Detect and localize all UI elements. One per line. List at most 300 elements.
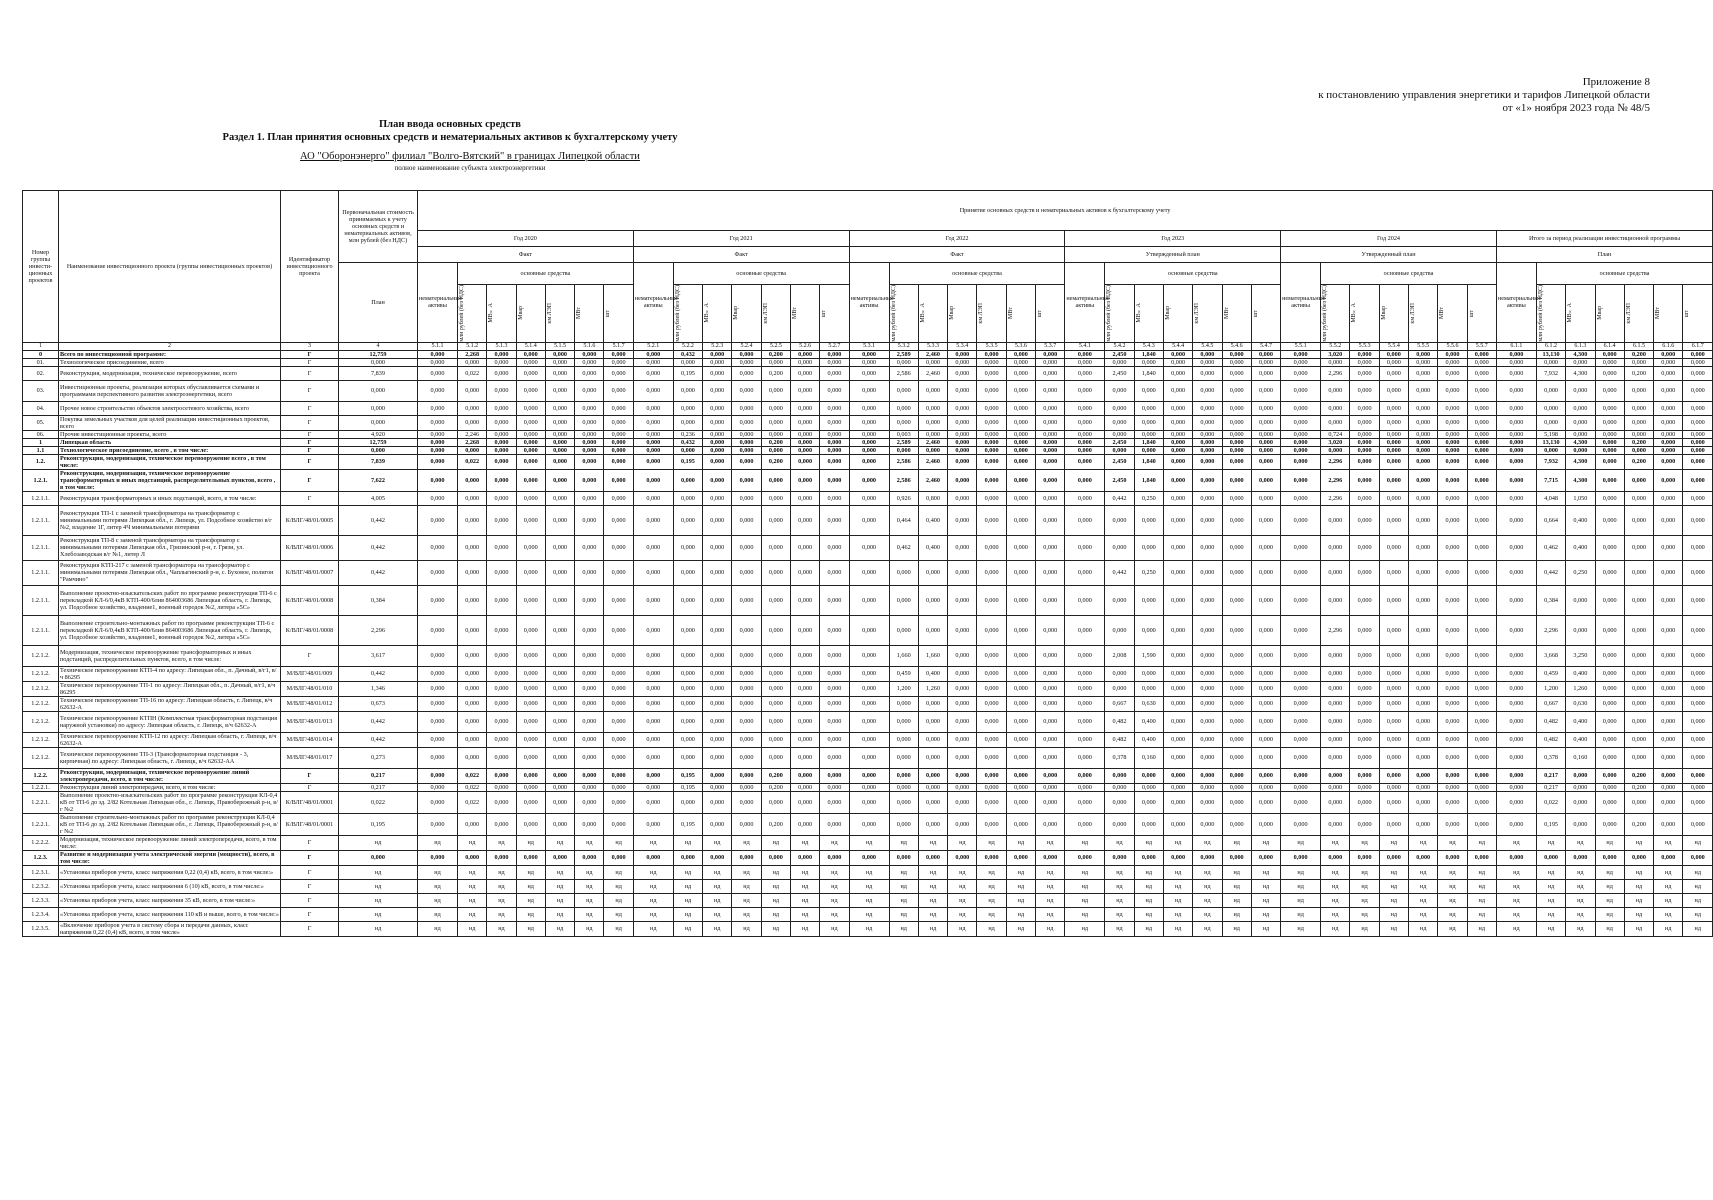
- row-value: 0,000: [849, 747, 889, 768]
- row-value: 0,000: [1065, 535, 1105, 560]
- row-value: нд: [1006, 835, 1035, 850]
- row-value: 0,000: [977, 732, 1006, 747]
- row-project-name: Технологическое присоединение, всего , в том числе:: [59, 446, 281, 454]
- row-value: 0,000: [790, 747, 819, 768]
- row-value: 0,200: [761, 454, 790, 469]
- row-value: 0,000: [604, 696, 633, 711]
- row-project-name: Всего по инвестиционной программе:: [59, 350, 281, 358]
- row-value: нд: [1683, 865, 1713, 879]
- row-value: 0,000: [1595, 813, 1624, 835]
- row-value: 0,000: [1006, 681, 1035, 696]
- row-value: нд: [948, 921, 977, 936]
- row-project-id: Г: [281, 469, 339, 491]
- row-value: нд: [1350, 865, 1379, 879]
- row-value: 0,000: [1251, 681, 1280, 696]
- row-value: 0,000: [1350, 747, 1379, 768]
- row-value: 0,000: [1006, 380, 1035, 401]
- row-value: 0,250: [1134, 560, 1163, 585]
- row-value: нд: [732, 865, 761, 879]
- header-intangible-label: нематериальные активы: [634, 295, 679, 310]
- row-value: 0,000: [790, 681, 819, 696]
- column-number: 4: [339, 342, 418, 350]
- row-value: 0,000: [516, 783, 545, 791]
- header-unit-label: шт: [821, 309, 828, 317]
- row-value: 0,000: [1467, 791, 1496, 813]
- row-value: 0,000: [1683, 813, 1713, 835]
- row-value: 0,000: [732, 535, 761, 560]
- header-fixed-1: основные средства: [673, 263, 849, 285]
- row-value: 2,246: [458, 430, 487, 438]
- row-value: нд: [1006, 865, 1035, 879]
- row-value: 0,000: [1036, 783, 1065, 791]
- row-value: 0,000: [487, 585, 516, 615]
- header-unit: [889, 285, 918, 343]
- row-value: 0,000: [575, 401, 604, 415]
- header-unit-label: км ЛЭП: [1625, 303, 1632, 324]
- row-value: 0,000: [790, 454, 819, 469]
- row-value: 0,000: [1654, 535, 1683, 560]
- row-value: 0,000: [575, 560, 604, 585]
- row-value: 0,000: [1654, 401, 1683, 415]
- row-value: 0,000: [703, 438, 732, 446]
- row-value: 0,442: [1105, 491, 1134, 505]
- row-value: нд: [1350, 893, 1379, 907]
- row-value: 0,000: [418, 430, 458, 438]
- row-group-no: 04.: [23, 401, 59, 415]
- row-value: 0,000: [1566, 401, 1595, 415]
- row-value: нд: [1321, 893, 1350, 907]
- row-value: 0,000: [1624, 696, 1653, 711]
- row-value: 0,000: [889, 791, 918, 813]
- row-initial-cost: 0,442: [339, 732, 418, 747]
- row-value: 0,000: [575, 711, 604, 732]
- row-value: 0,000: [703, 491, 732, 505]
- row-value: 0,000: [1281, 446, 1321, 454]
- row-value: 0,000: [918, 850, 947, 865]
- row-value: 0,000: [487, 791, 516, 813]
- row-value: 0,000: [1222, 505, 1251, 535]
- row-value: 0,000: [948, 380, 977, 401]
- row-value: 0,000: [1006, 791, 1035, 813]
- row-value: 0,000: [1065, 850, 1105, 865]
- row-value: 0,000: [673, 666, 702, 681]
- row-value: 0,000: [1654, 446, 1683, 454]
- row-value: 0,000: [732, 401, 761, 415]
- row-value: 0,000: [418, 711, 458, 732]
- row-value: нд: [1065, 907, 1105, 921]
- row-value: 0,000: [1438, 615, 1467, 645]
- row-value: 0,462: [1536, 535, 1565, 560]
- row-project-id: Г: [281, 865, 339, 879]
- row-value: 0,000: [889, 560, 918, 585]
- row-value: 0,000: [1467, 358, 1496, 366]
- column-number: 1: [23, 342, 59, 350]
- row-value: нд: [1654, 921, 1683, 936]
- row-value: 0,000: [516, 535, 545, 560]
- row-value: 0,926: [889, 491, 918, 505]
- row-value: 0,000: [1281, 681, 1321, 696]
- row-value: 0,000: [1222, 615, 1251, 645]
- row-value: нд: [761, 893, 790, 907]
- row-value: 0,000: [1379, 469, 1408, 491]
- column-number: 5.1.1: [418, 342, 458, 350]
- row-value: 0,000: [1496, 666, 1536, 681]
- row-value: нд: [1134, 835, 1163, 850]
- row-initial-cost: 7,839: [339, 454, 418, 469]
- row-value: 0,000: [545, 747, 574, 768]
- row-value: 0,000: [418, 446, 458, 454]
- row-project-name: Липецкая область: [59, 438, 281, 446]
- header-unit: [1438, 285, 1467, 343]
- row-value: 0,000: [604, 813, 633, 835]
- subject-caption: полное наименование субъекта электроэнергетики: [394, 164, 546, 172]
- row-value: 0,000: [604, 681, 633, 696]
- row-value: 7,932: [1536, 366, 1565, 380]
- row-group-no: 1.2.3.3.: [23, 893, 59, 907]
- row-project-name: Техническое перевооружение КТП-4 по адресу: Липецкая обл., п. Дачный, в/г1, в/ч 86295: [59, 666, 281, 681]
- row-value: 0,000: [1409, 645, 1438, 666]
- row-value: 0,000: [604, 401, 633, 415]
- row-value: 0,000: [516, 366, 545, 380]
- table-row: [23, 865, 1713, 879]
- row-value: 0,000: [1222, 645, 1251, 666]
- row-value: 0,000: [820, 791, 849, 813]
- row-value: 0,000: [1654, 791, 1683, 813]
- row-value: 0,000: [1193, 380, 1222, 401]
- row-project-id: Г: [281, 893, 339, 907]
- row-value: 0,000: [1251, 505, 1280, 535]
- header-group-no: Номер группы инвести-ционных проектов: [23, 191, 59, 343]
- row-value: 0,000: [1350, 560, 1379, 585]
- row-value: 0,000: [418, 747, 458, 768]
- row-value: 0,000: [1251, 645, 1280, 666]
- row-group-no: 1.2.3.: [23, 850, 59, 865]
- row-value: 0,459: [1536, 666, 1565, 681]
- row-value: 1,840: [1134, 366, 1163, 380]
- header-unit: [918, 285, 947, 343]
- header-unit: [703, 285, 732, 343]
- header-unit-label: МВт: [1007, 307, 1014, 320]
- row-value: 0,000: [1251, 491, 1280, 505]
- row-value: 0,000: [889, 358, 918, 366]
- header-year-2: Год 2022: [849, 231, 1065, 247]
- row-project-name: Выполнение проектно-изыскательских работ по программе реконструкция ТП-6 с перекладкой КЛ-6/0,4кВ КТП-400/6лив 864003686 Липецкая область, г. Липецк, ул. Подсобное хозяйство, владение1, военный городок №2, литера «5С»: [59, 585, 281, 615]
- row-value: 0,000: [1281, 505, 1321, 535]
- row-value: 0,000: [1624, 645, 1653, 666]
- row-value: 0,000: [1595, 350, 1624, 358]
- row-value: 0,000: [1409, 747, 1438, 768]
- row-project-name: Реконструкция ТП-1 с заменой трансформатора на трансформатор с минимальными потерями Липецкая обл., г. Липецк, ул. Подсобное хозяйство в/г №2, владение 1Г, литер 4Ч минимальными потерями: [59, 505, 281, 535]
- row-value: 0,000: [1222, 560, 1251, 585]
- row-value: 0,000: [1321, 401, 1350, 415]
- row-value: нд: [1409, 893, 1438, 907]
- row-value: 0,200: [1624, 768, 1653, 783]
- row-value: 0,000: [1163, 585, 1192, 615]
- row-value: 0,000: [761, 585, 790, 615]
- appendix-line-1: Приложение 8: [1582, 76, 1650, 88]
- row-value: 0,000: [1134, 446, 1163, 454]
- row-value: 0,000: [1134, 585, 1163, 615]
- row-value: 0,000: [1566, 380, 1595, 401]
- row-value: 0,000: [1036, 505, 1065, 535]
- row-value: нд: [516, 893, 545, 907]
- row-value: 0,000: [1595, 681, 1624, 696]
- row-value: 0,000: [1321, 813, 1350, 835]
- row-value: 0,000: [1006, 747, 1035, 768]
- row-group-no: 1.2.1.2.: [23, 666, 59, 681]
- row-value: 0,000: [487, 850, 516, 865]
- row-value: 0,000: [732, 415, 761, 430]
- row-value: нд: [1409, 879, 1438, 893]
- row-value: 0,000: [1350, 401, 1379, 415]
- row-value: 0,000: [458, 747, 487, 768]
- header-unit-label: МВт: [791, 307, 798, 320]
- row-value: 0,000: [1065, 560, 1105, 585]
- row-value: нд: [673, 893, 702, 907]
- row-value: 0,000: [1350, 358, 1379, 366]
- row-value: 0,000: [1251, 560, 1280, 585]
- row-value: 0,000: [948, 446, 977, 454]
- row-value: 0,000: [1683, 747, 1713, 768]
- header-unit-label: шт: [605, 309, 612, 317]
- row-value: 0,000: [703, 585, 732, 615]
- row-value: 0,000: [1654, 454, 1683, 469]
- row-value: 0,000: [1105, 783, 1134, 791]
- row-value: 0,000: [918, 783, 947, 791]
- column-number: 5.4.1: [1065, 342, 1105, 350]
- row-value: 0,000: [1163, 491, 1192, 505]
- row-value: нд: [1683, 907, 1713, 921]
- row-value: 0,000: [1222, 696, 1251, 711]
- row-value: 0,000: [1105, 505, 1134, 535]
- row-value: 0,000: [790, 469, 819, 491]
- row-group-no: 05.: [23, 415, 59, 430]
- row-value: нд: [761, 865, 790, 879]
- row-value: 0,000: [1006, 615, 1035, 645]
- row-value: 0,000: [673, 491, 702, 505]
- column-number: 5.3.5: [977, 342, 1006, 350]
- row-value: 0,000: [1683, 401, 1713, 415]
- row-value: 0,000: [1321, 446, 1350, 454]
- row-value: 0,000: [1438, 415, 1467, 430]
- row-value: 0,000: [1065, 505, 1105, 535]
- row-value: 0,000: [1595, 768, 1624, 783]
- row-value: 0,000: [1624, 535, 1653, 560]
- header-unit: [1105, 285, 1134, 343]
- row-value: нд: [889, 893, 918, 907]
- row-value: 0,000: [418, 813, 458, 835]
- row-value: 0,000: [1595, 535, 1624, 560]
- row-value: 0,000: [1379, 645, 1408, 666]
- row-value: 0,000: [1654, 732, 1683, 747]
- row-value: 0,000: [487, 446, 516, 454]
- row-value: 1,260: [1566, 681, 1595, 696]
- row-value: 0,000: [1467, 366, 1496, 380]
- row-value: 0,000: [1281, 615, 1321, 645]
- column-number: 5.3.7: [1036, 342, 1065, 350]
- row-value: 0,195: [673, 783, 702, 791]
- row-value: 0,000: [761, 380, 790, 401]
- header-unit-label: шт: [1468, 309, 1475, 317]
- row-value: 0,000: [1065, 681, 1105, 696]
- row-value: 0,000: [790, 380, 819, 401]
- row-value: 0,000: [545, 401, 574, 415]
- row-value: 0,000: [487, 350, 516, 358]
- row-value: 0,000: [1251, 454, 1280, 469]
- row-value: 0,000: [948, 768, 977, 783]
- row-value: 0,000: [516, 469, 545, 491]
- row-value: 7,932: [1536, 454, 1565, 469]
- row-value: 0,724: [1321, 430, 1350, 438]
- row-value: 0,000: [1222, 366, 1251, 380]
- row-value: 0,000: [918, 446, 947, 454]
- row-value: 0,000: [1566, 783, 1595, 791]
- row-value: 0,000: [849, 505, 889, 535]
- row-value: 0,200: [761, 768, 790, 783]
- row-value: 0,000: [1467, 615, 1496, 645]
- row-value: 0,000: [918, 768, 947, 783]
- row-value: 0,000: [703, 469, 732, 491]
- row-value: 0,000: [790, 813, 819, 835]
- row-value: нд: [1281, 907, 1321, 921]
- row-value: 0,195: [673, 813, 702, 835]
- row-value: 0,000: [820, 430, 849, 438]
- row-value: 0,000: [1105, 813, 1134, 835]
- row-value: 0,000: [1438, 768, 1467, 783]
- row-value: 0,000: [1683, 438, 1713, 446]
- row-project-id: Г: [281, 491, 339, 505]
- row-value: 0,000: [516, 615, 545, 645]
- header-unit: [1654, 285, 1683, 343]
- header-unit-label: МВт: [1655, 307, 1662, 320]
- row-value: 0,000: [790, 585, 819, 615]
- row-value: 0,000: [1467, 491, 1496, 505]
- row-value: нд: [1251, 865, 1280, 879]
- header-unit: [1006, 285, 1035, 343]
- row-value: нд: [1065, 865, 1105, 879]
- row-value: 0,000: [849, 430, 889, 438]
- row-group-no: 1: [23, 438, 59, 446]
- row-value: 0,000: [1654, 645, 1683, 666]
- row-value: 0,000: [516, 585, 545, 615]
- header-unit-label: МВ×А: [1351, 303, 1358, 324]
- row-value: 0,000: [1379, 732, 1408, 747]
- row-value: нд: [790, 835, 819, 850]
- row-value: 0,000: [889, 415, 918, 430]
- header-unit: [732, 285, 761, 343]
- row-value: 0,000: [1624, 585, 1653, 615]
- row-value: 0,000: [820, 366, 849, 380]
- row-value: нд: [1409, 921, 1438, 936]
- row-value: 0,000: [1134, 783, 1163, 791]
- row-value: 0,000: [1379, 366, 1408, 380]
- row-value: 0,000: [1350, 366, 1379, 380]
- table-row: [23, 666, 1713, 681]
- column-number: 5.2.5: [761, 342, 790, 350]
- row-value: нд: [1496, 907, 1536, 921]
- row-value: 0,000: [1193, 415, 1222, 430]
- row-value: 0,000: [604, 415, 633, 430]
- header-unit-label: Мвар: [1164, 306, 1171, 321]
- row-value: 1,050: [1566, 491, 1595, 505]
- row-initial-cost: 7,622: [339, 469, 418, 491]
- row-value: 0,000: [1438, 850, 1467, 865]
- row-value: 0,000: [820, 585, 849, 615]
- row-value: 0,000: [849, 615, 889, 645]
- row-project-id: Г: [281, 921, 339, 936]
- row-project-id: Г: [281, 835, 339, 850]
- row-value: 0,000: [673, 645, 702, 666]
- row-value: 0,000: [1193, 585, 1222, 615]
- row-value: 0,000: [1281, 585, 1321, 615]
- row-value: 0,000: [1105, 358, 1134, 366]
- row-value: 0,000: [458, 401, 487, 415]
- row-value: нд: [1281, 893, 1321, 907]
- row-value: 0,000: [1379, 491, 1408, 505]
- row-value: 0,000: [1496, 350, 1536, 358]
- row-value: нд: [516, 921, 545, 936]
- header-unit: [575, 285, 604, 343]
- row-value: 0,000: [673, 560, 702, 585]
- row-value: 0,000: [761, 666, 790, 681]
- row-value: 0,000: [849, 783, 889, 791]
- row-value: нд: [1654, 835, 1683, 850]
- row-initial-cost: 3,617: [339, 645, 418, 666]
- row-value: 0,000: [418, 454, 458, 469]
- row-value: 2,586: [889, 454, 918, 469]
- row-value: 0,000: [516, 438, 545, 446]
- row-value: 0,000: [918, 813, 947, 835]
- row-value: 0,000: [1438, 585, 1467, 615]
- row-value: 0,000: [1321, 666, 1350, 681]
- row-value: 0,000: [849, 732, 889, 747]
- table-row: [23, 415, 1713, 430]
- row-value: 0,000: [1065, 696, 1105, 711]
- row-value: 0,000: [575, 366, 604, 380]
- row-value: 0,000: [948, 505, 977, 535]
- row-value: 0,000: [1595, 430, 1624, 438]
- row-value: 0,000: [1163, 535, 1192, 560]
- row-value: 0,000: [633, 446, 673, 454]
- row-value: нд: [487, 921, 516, 936]
- row-value: нд: [633, 879, 673, 893]
- row-value: 0,000: [673, 401, 702, 415]
- row-value: 0,000: [1350, 438, 1379, 446]
- row-value: 0,000: [1281, 666, 1321, 681]
- header-unit-label: МВ×А: [488, 303, 495, 324]
- row-value: нд: [1654, 893, 1683, 907]
- row-value: 0,000: [1251, 415, 1280, 430]
- header-project-id: Идентификатор инвестиционного проекта: [281, 191, 339, 343]
- row-value: нд: [1595, 865, 1624, 879]
- row-value: 0,000: [1222, 350, 1251, 358]
- row-value: 0,000: [977, 681, 1006, 696]
- row-project-name: Покупка земельных участков для целей реализации инвестиционных проектов, всего: [59, 415, 281, 430]
- row-value: 0,000: [1222, 438, 1251, 446]
- row-value: 0,000: [1193, 469, 1222, 491]
- row-value: 0,000: [1496, 535, 1536, 560]
- row-value: 0,000: [604, 438, 633, 446]
- column-number: 5.4.6: [1222, 342, 1251, 350]
- header-unit-label: млн рублей (без НДС): [890, 285, 897, 342]
- row-value: 0,000: [790, 791, 819, 813]
- row-value: 0,000: [1222, 813, 1251, 835]
- row-value: 0,000: [1438, 732, 1467, 747]
- row-value: 0,000: [604, 469, 633, 491]
- row-value: 0,000: [1624, 747, 1653, 768]
- row-value: нд: [1467, 835, 1496, 850]
- row-group-no: 1.2.1.2.: [23, 732, 59, 747]
